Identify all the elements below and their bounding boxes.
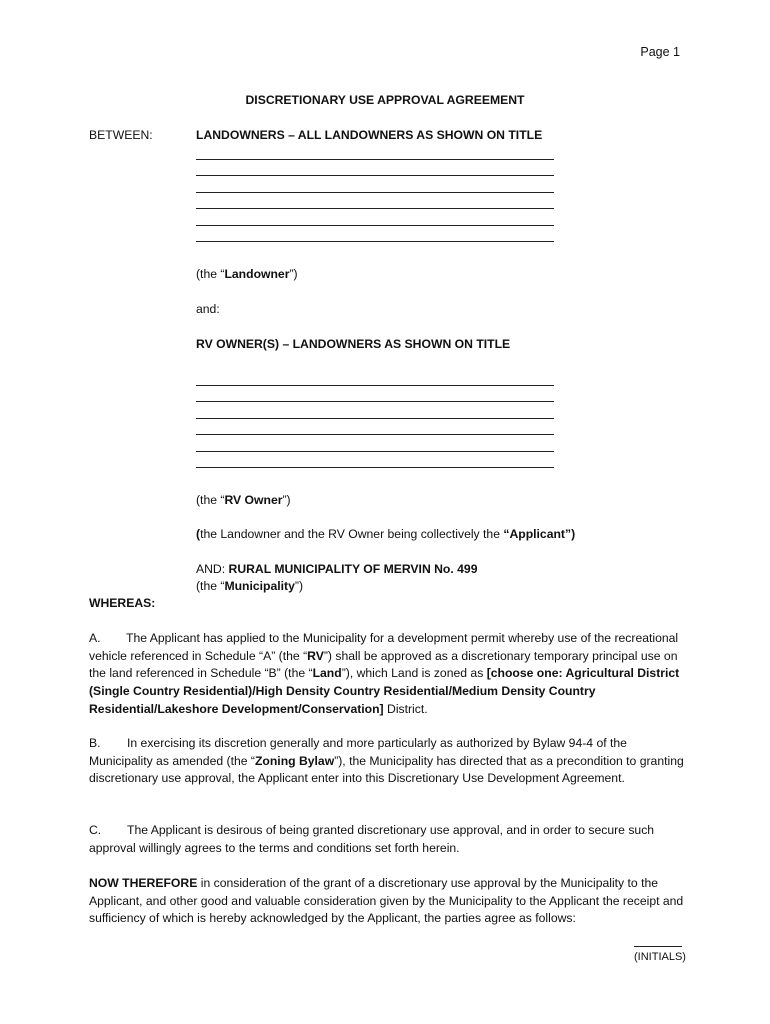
blank-line [196,386,554,403]
blank-line [196,176,554,193]
rv-owner-definition: (the “RV Owner”) [196,493,291,507]
blank-line [196,402,554,419]
recital-a: A. The Applicant has applied to the Municipality for a development permit whereby use of the recreational vehicle referenced in Schedule “A” (the “RV”) shall be approved as a discretionary temporary principal use on the land referenced in Schedule “B” (the “Land”), which Land is zoned as [choose one: Agricultural District (Single Country Residential)/High Density Country Residential/Medium Density Country Residential/Lakeshore Development/Conservation] District. [89,631,680,716]
blank-line [196,226,554,243]
blank-line [196,435,554,452]
and-label: and: [196,302,220,316]
now-therefore-clause: NOW THEREFORE in consideration of the grant of a discretionary use approval by the Municipality to the Applicant, and other good and valuable consideration given by the Municipality to the Applicant the receipt and sufficiency of which is hereby acknowledged by the Applicant, the parties agree as follows: [89,876,684,926]
blank-line [196,369,554,386]
applicant-definition: (the Landowner and the RV Owner being collectively the “Applicant”) [196,527,576,541]
rv-owners-heading: RV OWNER(S) – LANDOWNERS AS SHOWN ON TITLE [196,337,511,351]
landowners-heading: LANDOWNERS – ALL LANDOWNERS AS SHOWN ON TITLE [196,128,543,142]
recital-c: C. The Applicant is desirous of being granted discretionary use approval, and in order to secure such approval willingly agrees to the terms and conditions set forth herein. [89,823,655,855]
whereas-label: WHEREAS: [89,596,156,610]
page-number: Page 1 [640,45,680,59]
landowner-signature-lines [196,143,554,242]
initials-box [634,946,686,963]
blank-line [196,419,554,436]
blank-line [196,193,554,210]
blank-line [196,452,554,469]
municipality-definition: (the “Municipality”) [196,579,304,593]
recital-b: B. In exercising its discretion generally and more particularly as authorized by Bylaw 94-4 of the Municipality as amended (the “Zoning Bylaw”), the Municipality has directed that as a precondition to granting discretionary use approval, the Applicant enter into this Discretionary Use Development Agreement. [89,736,684,786]
initials-label: (INITIALS) [634,951,686,963]
blank-line [196,160,554,177]
blank-line [196,143,554,160]
rv-owner-signature-lines [196,369,554,468]
blank-line [196,209,554,226]
landowner-definition: (the “Landowner”) [196,267,298,281]
document-title: DISCRETIONARY USE APPROVAL AGREEMENT [245,93,525,107]
municipality-party: AND: RURAL MUNICIPALITY OF MERVIN No. 499 [196,562,478,576]
between-label: BETWEEN: [89,128,153,142]
